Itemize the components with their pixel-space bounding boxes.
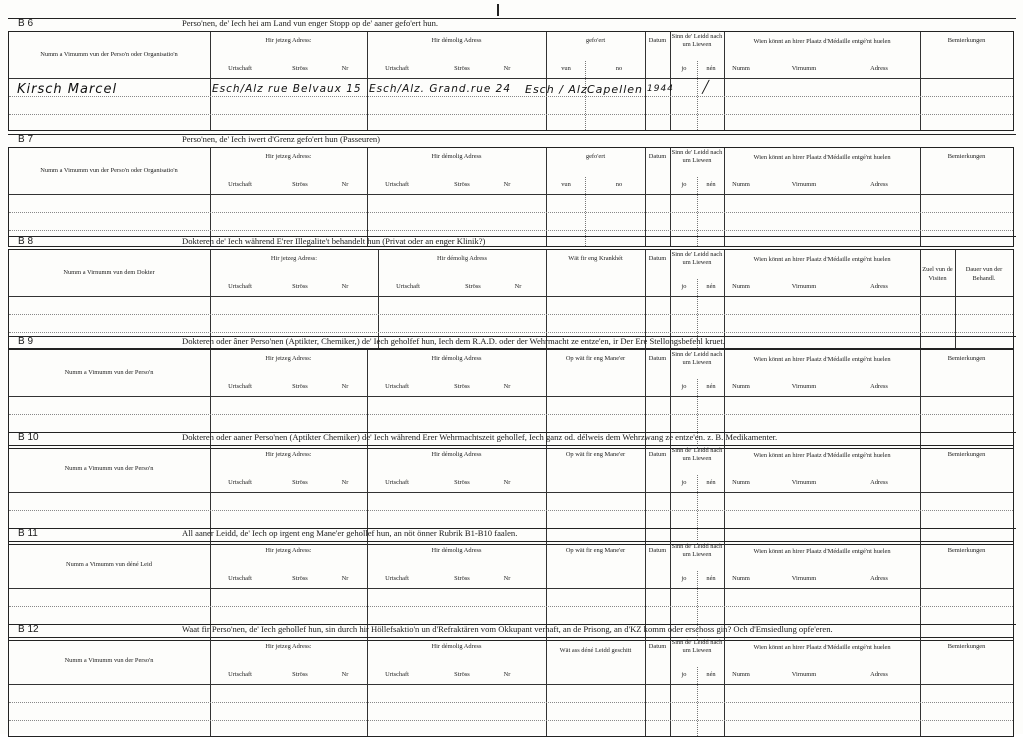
danger-header: Sinn de' Leidd nach um Liewen: [671, 149, 723, 164]
handwritten-current-address: Esch/Alz rue Belvaux 15: [212, 83, 362, 95]
medal-name-header: Numm: [732, 479, 750, 486]
street-header: Ströss: [454, 575, 470, 582]
name-column-header: Numm a Virnumm vun dem Dokter: [63, 269, 155, 276]
medal-firstname-header: Virnumm: [791, 65, 817, 72]
header-rule: [9, 492, 1013, 493]
section-title-rule: [8, 18, 1016, 32]
remarks-header: Bemierkungen: [947, 547, 986, 554]
number-header: Nr: [341, 671, 349, 678]
yes-header: jo: [681, 283, 687, 290]
date-header: Datum: [648, 255, 667, 262]
number-header: Nr: [503, 575, 511, 582]
column-rule: [920, 148, 921, 246]
column-rule: [920, 638, 921, 736]
row-rule-dotted: [9, 510, 1013, 511]
town-header: Urtschaft: [228, 479, 252, 486]
row-rule-dotted: [9, 702, 1013, 703]
to-header: no: [615, 181, 623, 188]
former-address-header: Hir démolig Adress: [431, 643, 482, 650]
street-header: Ströss: [292, 283, 308, 290]
section-code: B 9: [18, 336, 34, 347]
former-address-header: Hir démolig Adress: [431, 451, 482, 458]
section-title-rule: [8, 236, 1016, 250]
town-header: Urtschaft: [385, 671, 409, 678]
town-header: Urtschaft: [228, 575, 252, 582]
name-column-header: Numm a Vimumm vun der Perso'n: [64, 465, 154, 472]
handwritten-date: 1944: [647, 84, 674, 94]
from-header: vun: [561, 181, 571, 188]
to-header: no: [615, 65, 623, 72]
header-rule: [9, 296, 1013, 297]
town-header: Urtschaft: [228, 671, 252, 678]
row-rule-dotted: [9, 230, 1013, 231]
section-code: B 12: [18, 624, 39, 635]
section-b6: [8, 18, 1016, 132]
illness-header: Wät fir eng Krankhét: [568, 255, 623, 262]
header-rule: [9, 396, 1013, 397]
column-rule: [724, 250, 725, 348]
town-header: Urtschaft: [228, 283, 252, 290]
no-header: nén: [706, 479, 716, 486]
danger-header: Sinn de' Leidd nach um Liewen: [671, 33, 723, 48]
date-header: Datum: [648, 451, 667, 458]
section-code: B 7: [18, 134, 34, 145]
danger-header: Sinn de' Leidd nach um Liewen: [671, 351, 723, 366]
row-rule-dotted: [9, 314, 1013, 315]
section-table: [8, 147, 1014, 247]
town-header: Urtschaft: [385, 575, 409, 582]
manner-header: Op wät fir eng Mane'er: [565, 547, 626, 554]
header-rule: [9, 684, 1013, 685]
street-header: Ströss: [292, 383, 308, 390]
date-header: Datum: [648, 355, 667, 362]
name-column-header: Numm a Vimumm vun der Perso'n oder Organisatio'n: [40, 167, 178, 174]
date-header: Datum: [648, 643, 667, 650]
medal-firstname-header: Virnumm: [791, 283, 817, 290]
section-title: Perso'nen, de' Iech iwert d'Grenz gefo'ert hun (Passeuren): [182, 134, 381, 144]
medal-name-header: Numm: [732, 181, 750, 188]
row-rule-dotted: [9, 96, 1013, 97]
column-rule: [546, 32, 547, 130]
section-b12: [8, 624, 1016, 738]
town-header: Urtschaft: [385, 479, 409, 486]
medal-header: Wien könnt an hirer Plaatz d'Médaille entgé'nt huelen: [753, 548, 891, 555]
name-column-header: Numm a Vimumm vun déné Leid: [66, 561, 152, 568]
street-header: Ströss: [454, 181, 470, 188]
handwritten-name: Kirsch Marcel: [17, 82, 118, 97]
yes-header: jo: [681, 181, 687, 188]
registration-mark: [497, 4, 499, 16]
former-address-header: Hir démolig Adress: [436, 255, 488, 262]
handwritten-to: Capellen: [587, 83, 644, 96]
no-header: nén: [706, 671, 716, 678]
date-header: Datum: [648, 153, 667, 160]
column-rule: [210, 148, 211, 246]
former-address-header: Hir démolig Adress: [431, 547, 482, 554]
town-header: Urtschaft: [228, 383, 252, 390]
medal-header: Wien könnt an hirer Plaatz d'Médaille entgé'nt huelen: [753, 256, 891, 263]
medal-header: Wien könnt an hirer Plaatz d'Médaille entgé'nt huelen: [753, 356, 891, 363]
medal-address-header: Adress: [870, 383, 888, 390]
number-header: Nr: [514, 283, 522, 290]
number-header: Nr: [341, 65, 349, 72]
column-rule: [367, 638, 368, 736]
remarks-header: Bemierkungen: [947, 643, 986, 650]
current-address-header: Hir jetzeg Adress:: [265, 547, 312, 554]
yes-header: jo: [681, 383, 687, 390]
medal-firstname-header: Virnumm: [791, 181, 817, 188]
remarks-header: Bemierkungen: [947, 451, 986, 458]
number-header: Nr: [503, 383, 511, 390]
former-address-header: Hir démolig Adress: [431, 355, 482, 362]
yes-header: jo: [681, 671, 687, 678]
column-rule: [645, 148, 646, 246]
column-rule: [210, 32, 211, 130]
street-header: Ströss: [465, 283, 481, 290]
no-header: nén: [706, 283, 716, 290]
former-address-header: Hir démolig Adress: [431, 153, 482, 160]
medal-firstname-header: Virnumm: [791, 575, 817, 582]
medal-name-header: Numm: [732, 575, 750, 582]
medal-firstname-header: Virnumm: [791, 671, 817, 678]
section-title: Dokteren oder âner Perso'nen (Aptikter, Chemiker,) de' Iech geholfef hun, Iech dem R.A.D. oder der Wehrmacht ze entze'en, ir Der Ere Stellongsbefehl kruet.: [182, 336, 725, 346]
town-header: Urtschaft: [385, 383, 409, 390]
column-rule: [378, 250, 379, 348]
column-rule: [724, 148, 725, 246]
town-header: Urtschaft: [385, 181, 409, 188]
duration-header: Dauer vun der Behandl.: [965, 266, 1003, 282]
town-header: Urtschaft: [396, 283, 420, 290]
yes-header: jo: [681, 575, 687, 582]
yes-header: jo: [681, 479, 687, 486]
street-header: Ströss: [292, 671, 308, 678]
number-header: Nr: [341, 181, 349, 188]
column-rule: [367, 148, 368, 246]
number-header: Nr: [341, 383, 349, 390]
medal-address-header: Adress: [870, 283, 888, 290]
led-header: gefo'ert: [585, 37, 606, 44]
remarks-header: Bemierkungen: [947, 355, 986, 362]
no-header: nén: [706, 383, 716, 390]
current-address-header: Hir jetzeg Adress:: [265, 355, 312, 362]
column-rule: [210, 638, 211, 736]
number-header: Nr: [503, 671, 511, 678]
medal-address-header: Adress: [870, 181, 888, 188]
current-address-header: Hir jetzeg Adress:: [270, 255, 318, 262]
section-code: B 6: [18, 18, 34, 29]
current-address-header: Hir jetzeg Adress:: [265, 451, 312, 458]
number-header: Nr: [503, 479, 511, 486]
section-table: [8, 637, 1014, 737]
medal-address-header: Adress: [870, 671, 888, 678]
town-header: Urtschaft: [385, 65, 409, 72]
visits-header: Zuel vun de Visiten: [922, 266, 953, 282]
number-header: Nr: [341, 575, 349, 582]
no-header: nén: [706, 575, 716, 582]
street-header: Ströss: [292, 479, 308, 486]
danger-header: Sinn de' Leidd nach um Liewen: [671, 251, 723, 266]
column-rule: [645, 32, 646, 130]
number-header: Nr: [503, 65, 511, 72]
current-address-header: Hir jetzeg Adress:: [265, 153, 312, 160]
number-header: Nr: [503, 181, 511, 188]
danger-header: Sinn de' Leidd nach um Liewen: [671, 543, 723, 558]
medal-name-header: Numm: [732, 383, 750, 390]
section-code: B 8: [18, 236, 34, 247]
from-header: vun: [561, 65, 571, 72]
town-header: Urtschaft: [228, 181, 252, 188]
yes-no-divider: [697, 667, 698, 736]
column-rule: [546, 250, 547, 348]
section-b7: [8, 134, 1016, 248]
name-column-header: Numm a Vimumm vun der Perso'n: [64, 657, 154, 664]
street-header: Ströss: [292, 575, 308, 582]
number-header: Nr: [341, 479, 349, 486]
name-column-header: Numm a Vimumm vun der Perso'n oder Organisatio'n: [40, 51, 178, 58]
yes-no-divider: [697, 61, 698, 130]
street-header: Ströss: [454, 383, 470, 390]
manner-header: Op wät fir eng Mane'er: [565, 451, 626, 458]
medal-firstname-header: Virnumm: [791, 479, 817, 486]
medal-address-header: Adress: [870, 575, 888, 582]
street-header: Ströss: [292, 181, 308, 188]
date-header: Datum: [648, 547, 667, 554]
section-title: Perso'nen, de' Iech hei am Land vun enger Stopp op de' aaner gefo'ert hun.: [182, 18, 439, 28]
no-header: nén: [706, 65, 716, 72]
remarks-header: Bemierkungen: [947, 37, 986, 44]
row-rule-dotted: [9, 114, 1013, 115]
street-header: Ströss: [454, 671, 470, 678]
column-rule: [724, 638, 725, 736]
column-rule: [920, 32, 921, 130]
danger-header: Sinn de' Leidd nach um Liewen: [671, 447, 723, 462]
medal-header: Wien könnt an hirer Plaatz d'Médaille entgé'nt huelen: [753, 452, 891, 459]
date-header: Datum: [648, 37, 667, 44]
handwritten-former-address: Esch/Alz. Grand.rue 24: [369, 83, 512, 95]
led-header: gefo'ert: [585, 153, 606, 160]
section-title: All aaner Leidd, de' Iech op irgent eng Mane'er gehollef hun, an nöt önner Rubrik B1-B10 faalen.: [182, 528, 518, 538]
medal-name-header: Numm: [732, 283, 750, 290]
former-address-header: Hir démolig Adress: [431, 37, 482, 44]
yes-check-mark: ╱: [702, 80, 711, 94]
section-title: Dokteren oder aaner Perso'nen (Aptikter Chemiker) de' Iech während Erer Wehrmachtszeit gehollef, Iech ganz od. délweis dem Wehrzwang ze entze'en. z. B. Medikamenter.: [182, 432, 778, 442]
medal-address-header: Adress: [870, 479, 888, 486]
town-header: Urtschaft: [228, 65, 252, 72]
current-address-header: Hir jetzeg Adress:: [265, 37, 312, 44]
medal-name-header: Numm: [732, 671, 750, 678]
yes-header: jo: [681, 65, 687, 72]
row-rule-dotted: [9, 720, 1013, 721]
current-address-header: Hir jetzeg Adress:: [265, 643, 312, 650]
no-header: nén: [706, 181, 716, 188]
medal-address-header: Adress: [870, 65, 888, 72]
street-header: Ströss: [292, 65, 308, 72]
handwritten-from: Esch / Alz: [525, 83, 588, 96]
row-rule-dotted: [9, 414, 1013, 415]
section-title: Waat fir Perso'nen, de' Iech gehollef hun, sin durch hir Höllefsaktio'n un d'Refraktären vom Okkupant verhaft, an de Prisong, an d'KZ komm oder erschoss gin? Och d'Emsiedlung opfe'eren.: [182, 624, 833, 634]
column-rule: [645, 250, 646, 348]
column-rule: [367, 32, 368, 130]
street-header: Ströss: [454, 479, 470, 486]
column-rule: [546, 148, 547, 246]
column-rule: [645, 638, 646, 736]
medal-firstname-header: Virnumm: [791, 383, 817, 390]
medal-header: Wien könnt an hirer Plaatz d'Médaille entgé'nt huelen: [753, 154, 891, 161]
header-rule: [9, 194, 1013, 195]
manner-header: Op wät fir eng Mane'er: [565, 355, 626, 362]
remarks-header: Bemierkungen: [947, 153, 986, 160]
name-column-header: Numm a Vimumm vun der Perso'n: [64, 369, 154, 376]
section-b8: [8, 236, 1016, 350]
damage-header: Wät ass déné Leidd geschitt: [559, 647, 632, 654]
section-code: B 10: [18, 432, 39, 443]
row-rule-dotted: [9, 606, 1013, 607]
column-rule: [210, 250, 211, 348]
medal-header: Wien könnt an hirer Plaatz d'Médaille entgé'nt huelen: [753, 38, 891, 45]
street-header: Ströss: [454, 65, 470, 72]
section-code: B 11: [18, 528, 38, 539]
header-rule: [9, 588, 1013, 589]
section-table: [8, 249, 1014, 349]
medal-header: Wien könnt an hirer Plaatz d'Médaille entgé'nt huelen: [753, 644, 891, 651]
medal-name-header: Numm: [732, 65, 750, 72]
header-rule: [9, 78, 1013, 79]
section-title-rule: [8, 134, 1016, 148]
section-title: Dokteren de' Iech während E'rer Illegalite't behandelt hun (Privat oder an enger Klinik?): [182, 236, 486, 246]
row-rule-dotted: [9, 332, 1013, 333]
row-rule-dotted: [9, 212, 1013, 213]
number-header: Nr: [341, 283, 349, 290]
section-table: [8, 31, 1014, 131]
column-rule: [724, 32, 725, 130]
danger-header: Sinn de' Leidd nach um Liewen: [671, 639, 723, 654]
